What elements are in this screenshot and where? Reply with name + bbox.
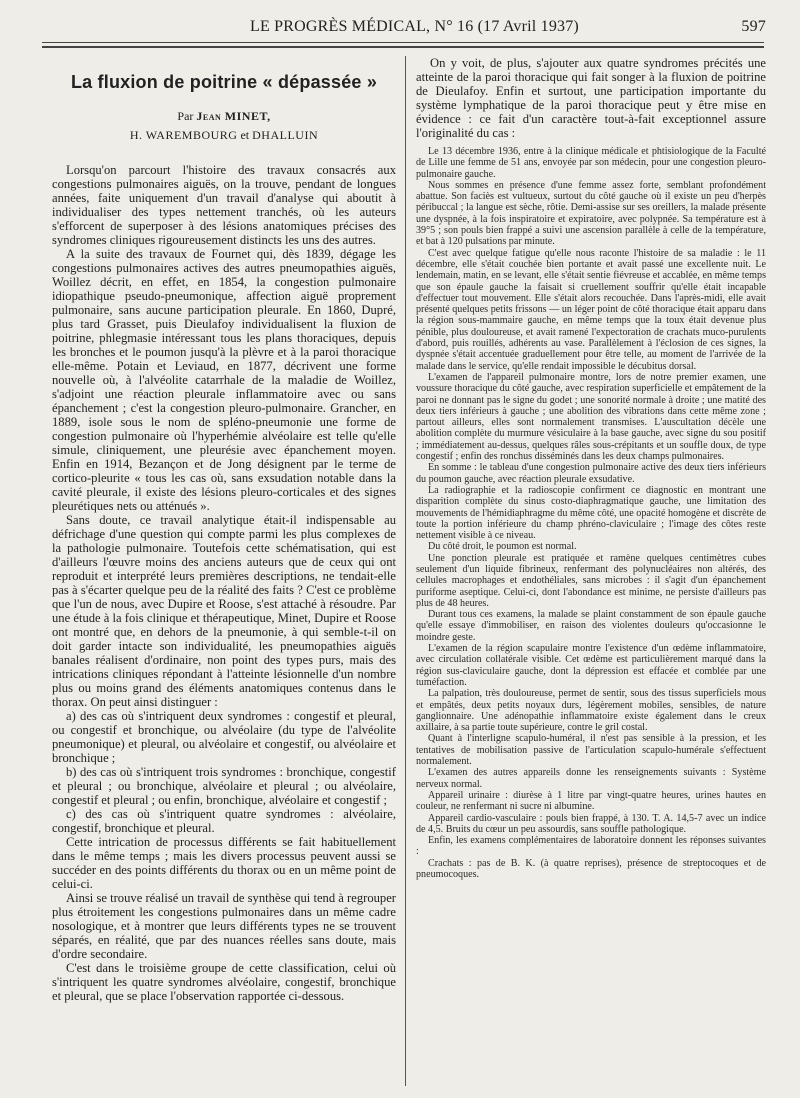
case-paragraph: Nous sommes en présence d'une femme assez forte, semblant profondément abattue. Son faciès est vultueux, surtout du côté gauche où il existe un peu d'herpès péribuccal ; la langue est sèche, rôtie. Demi-assise sur ses oreillers, la malade présente une dyspnée, à la fois inspiratoire et expiratoire, avec polypnée. Sa température est à 39°5 ; son pouls bien frappé a suivi une ascension parallèle à celle de la température, et bat à 120 pulsations par minute. (416, 179, 766, 248)
byline-and: et (240, 128, 250, 142)
header-rule-thick (42, 46, 764, 48)
case-paragraph: Crachats : pas de B. K. (à quatre reprises), présence de streptocoques et de pneumocoques. (416, 857, 766, 880)
byline-prefix: Par (177, 109, 194, 123)
case-paragraph: L'examen de la région scapulaire montre l'existence d'un œdème inflammatoire, avec circulation collatérale visible. Cet œdème est particulièrement marqué dans la région sus-claviculaire gauche, dont la dépression est effacée et comblée par une tuméfaction. (416, 643, 766, 688)
case-paragraph: L'examen de l'appareil pulmonaire montre, lors de notre premier examen, une voussure thoracique du côté gauche, avec respiration superficielle et empâtement de la paroi ne donnant pas le signe du godet ; une sonorité normale à droite ; une matité des deux tiers inférieurs à gauche ; une abolition des vibrations dans cette même zone ; partout ailleurs, elles sont normalement transmises. L'auscultation décèle une abolition complète du murmure vésiculaire à la base gauche, avec signe du sou positif ; immédiatement au-dessus, quelques râles sous-crépitants et un souffle doux, de type congestif ; enfin des ronchus disséminés dans les deux champs pulmonaires. (416, 371, 766, 463)
case-paragraph: Le 13 décembre 1936, entre à la clinique médicale et phtisiologique de la Faculté de Lille une femme de 51 ans, envoyée par son médecin, pour une congestion pleuro-pulmonaire gauche. (416, 146, 766, 180)
paragraph: Lorsqu'on parcourt l'histoire des travaux consacrés aux congestions pulmonaires aiguës, on la trouve, pendant de longues années, faite uniquement d'un travail d'analyse qui aboutit à individualiser des types nettement tranchés, où les auteurs s'efforcent de superposer à des lésions anatomiques précises des syndromes cliniques rigoureusement distincts les uns des autres. (52, 163, 396, 247)
column-divider (405, 56, 406, 1086)
left-column (52, 56, 396, 1096)
author-3: DHALLUIN (252, 128, 319, 142)
case-paragraph: La palpation, très douloureuse, permet de sentir, sous des tissus superficiels mous et empâtés, deux petits noyaux durs, légèrement mobiles, sensibles, de nature ganglionnaire. Une adénopathie inflammatoire existe également dans le creux axillaire, à sa partie toute supérieure, contre le gril costal. (416, 688, 766, 734)
case-paragraph: Une ponction pleurale est pratiquée et ramène quelques centimètres cubes seulement d'un liquide fibrineux, renfermant des polynucléaires non altérés, des cellules macrophages et endothéliales, sans microbes : il s'agit d'un épanchement puriforme aseptique. Celui-ci, dont l'abondance est minime, ne persiste d'ailleurs pas plus de 48 heures. (416, 552, 766, 609)
running-header (36, 18, 766, 40)
header-rule-thin (42, 42, 764, 43)
paragraph: Sans doute, ce travail analytique était-il indispensable au défrichage d'une question qui compte parmi les plus complexes de la pathologie pulmonaire. Toutefois cette schématisation, qui est d'ailleurs l'œuvre moins des anciens auteurs que de ceux qui ont reproduit et interprété leurs premières descriptions, ne tendait-elle pas à s'écarter quelque peu de la réalité des faits ? C'est ce problème que l'un de nous, avec Dupire et Roose, s'est attaché à résoudre. Par une étude à la fois clinique et thérapeutique, Minet, Dupire et Roose ont montré que, en dehors de la pneumonie, à qui semble-t-il on doit garder intacte son individualité, les pneumopathies aiguës banales réalisent d'ordinaire, non point des types purs, mais des intrications cliniques répondant à l'atteinte lésionnelle d'un nombre plus ou moins grand des éléments anatomiques contenus dans le thorax. On peut ainsi distinguer : (52, 513, 396, 709)
running-title: LE PROGRÈS MÉDICAL, N° 16 (17 Avril 1937) (250, 18, 579, 35)
author-1: Jean MINET, (196, 109, 271, 123)
case-paragraph: Enfin, les examens complémentaires de laboratoire donnent les réponses suivantes : (416, 835, 766, 858)
case-paragraph: En somme : le tableau d'une congestion pulmonaire active des deux tiers inférieurs du poumon gauche, avec réaction pleurale exsudative. (416, 462, 766, 485)
paragraph: A la suite des travaux de Fournet qui, dès 1839, dégage les congestions pulmonaires actives des autres pneumopathies aiguës, Woillez décrit, en effet, en 1854, la congestion pulmonaire idiopathique pseudo-pneumonique, affection aiguë proprement pulmonaire, sans aucune participation pleurale. En 1860, Dupré, plus tard Grasset, puis Dieulafoy individualisent la fluxion de poitrine, phlegmasie intéressant tous les plans thoraciques, depuis les bronches et le poumon jusqu'à la plèvre et à la paroi thoracique elle-même. Potain et Leviaud, en 1877, décrivent une forme nouvelle où, à l'alvéolite catarrhale de la maladie de Woillez, s'adjoint une réaction pleurale inflammatoire avec ou sans épanchement ; c'est la congestion pleuro-pulmonaire. Grancher, en 1889, isole sous le nom de spléno-pneumonie une forme de congestion pulmonaire où l'hyperhémie alvéolaire est telle qu'elle simule, cliniquement, une pleurésie avec épanchement moyen. Enfin en 1914, Bezançon et de Jong désignent par le terme de cortico-pleurite « tous les cas où, sans exsudation notable dans la cavité pleurale, il existe des lésions pleuro-corticales et des signes pleurétiques nets ou atténués ». (52, 247, 396, 513)
paragraph: a) des cas où s'intriquent deux syndromes : congestif et pleural, ou congestif et bronchique, ou alvéolaire (du type de l'alvéolite pneumonique) et pleural, ou alvéolaire et congestif, ou alvéolaire et bronchique ; (52, 709, 396, 765)
case-paragraph: L'examen des autres appareils donne les renseignements suivants : Système nerveux normal. (416, 767, 766, 790)
paragraph: b) des cas où s'intriquent trois syndromes : bronchique, congestif et pleural ; ou bronchique, alvéolaire et pleural ; ou alvéolaire, congestif et pleural ; ou enfin, bronchique, alvéolaire et congestif ; (52, 765, 396, 807)
case-paragraph: Appareil urinaire : diurèse à 1 litre par vingt-quatre heures, urines hautes en couleur, ne renfermant ni sucre ni albumine. (416, 789, 766, 813)
article-body-left (52, 163, 396, 1003)
article-body-right-intro (416, 56, 766, 140)
case-paragraph: Durant tous ces examens, la malade se plaint constamment de son épaule gauche qu'elle essaye d'immobiliser, en raison des violentes douleurs qu'occasionne le moindre geste. (416, 609, 766, 643)
paragraph: On y voit, de plus, s'ajouter aux quatre syndromes précités une atteinte de la paroi thoracique qui fait songer à la fluxion de poitrine de Dieulafoy. Enfin et surtout, une participation importante du système lymphatique de la paroi thoracique peut y être mise en évidence : ce fait d'un caractère tout-à-fait exceptionnel assure l'originalité du cas : (416, 56, 766, 140)
right-column (416, 56, 766, 1096)
case-paragraph: Quant à l'interligne scapulo-huméral, il n'est pas sensible à la pression, et les tentatives de mobilisation passive de l'articulation scapulo-humérale s'effectuent normalement. (416, 733, 766, 768)
article-title: La fluxion de poitrine « dépassée » (70, 72, 378, 92)
paragraph: Cette intrication de processus différents se fait habituellement dans le même temps ; mais les divers processus peuvent aussi se succéder en des points différents du thorax ou en un même point de celui-ci. (52, 835, 396, 891)
case-paragraph: Appareil cardio-vasculaire : pouls bien frappé, à 130. T. A. 14,5-7 avec un indice de 4,5. Bruits du cœur un peu assourdis, sans souffle pathologique. (416, 812, 766, 835)
paragraph: c) des cas où s'intriquent quatre syndromes : alvéolaire, congestif, bronchique et pleural. (52, 807, 396, 835)
page-number: 597 (741, 18, 766, 35)
author-2: H. WAREMBOURG (129, 128, 238, 142)
paragraph: C'est dans le troisième groupe de cette classification, celui où s'intriquent les quatre syndromes alvéolaire, congestif, bronchique et pleural, que se place l'observation rapportée ci-dessous. (52, 961, 396, 1003)
case-paragraph: C'est avec quelque fatigue qu'elle nous raconte l'histoire de sa maladie : le 11 décembre, elle s'était couchée bien portante et avait passé une excellente nuit. Le lendemain, matin, en se levant, elle s'était sentie fiévreuse et accablée, en même temps que son épaule gauche la faisait si cruellement souffrir qu'elle était incapable d'effectuer tout mouvement. Elle s'était alors recouchée. Dans l'après-midi, elle avait présenté quelques petits frissons — un léger point de côté thoracique était apparu dans la région sous-mammaire gauche, en même temps que la toux était devenue plus pénible, plus douloureuse, et avait ramené l'expectoration de crachats muco-purulents d'abord, puis rouillés, adhérents au vase. Parallèlement à l'éclosion de ces signes, la dyspnée s'était accentuée graduellement pour être telle, au moment de l'arrivée de la malade dans le service, qu'elle rendait impossible le décubitus dorsal. (416, 247, 766, 372)
byline (52, 109, 396, 124)
case-paragraph: Du côté droit, le poumon est normal. (428, 541, 577, 553)
paragraph: Ainsi se trouve réalisé un travail de synthèse qui tend à regrouper plus étroitement les congestions pulmonaires dans un même cadre nosologique, et à montrer que leurs différents types ne se trouvent séparés, en réalité, que par des nuances réelles sans doute, mais d'ordre secondaire. (52, 891, 396, 961)
byline-coauthors (52, 128, 396, 143)
case-report (416, 146, 766, 880)
case-paragraph: La radiographie et la radioscopie confirment ce diagnostic en montrant une disparition complète du sinus costo-diaphragmatique gauche, une limitation des mouvements de l'hémidiaphragme du même côté, une opacité homogène et discrète de toute la portion inférieure du champ phréno-claviculaire ; l'image des côtes reste nettement visible à ce niveau. (416, 484, 766, 542)
